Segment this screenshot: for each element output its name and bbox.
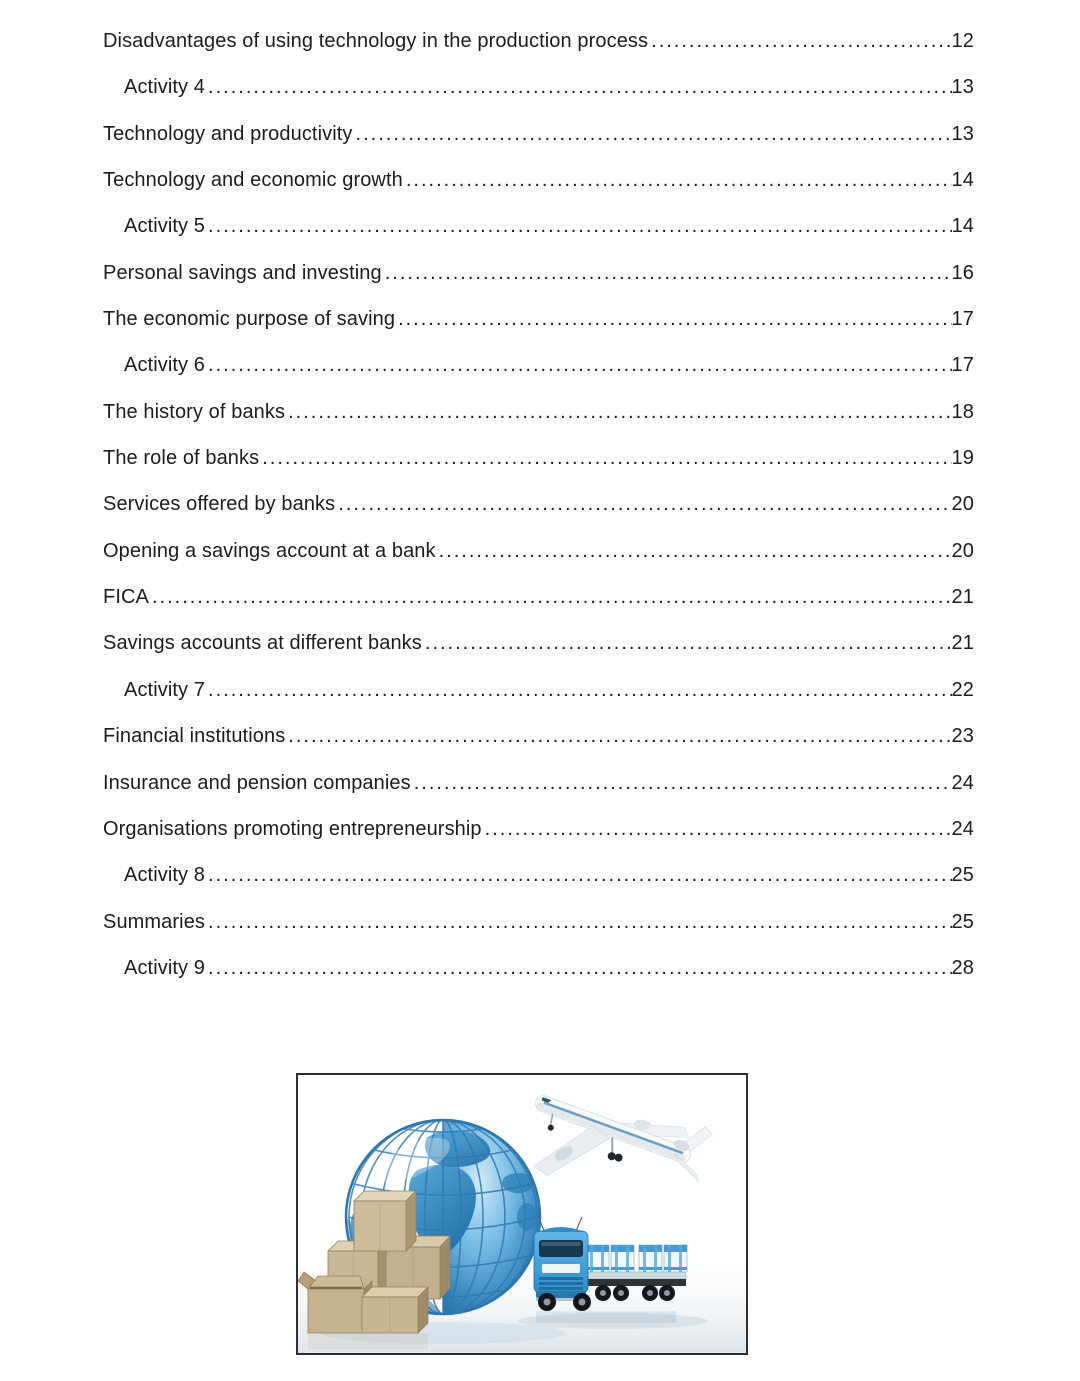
toc-entry-page-number: 13	[951, 122, 974, 145]
toc-entry-label: Opening a savings account at a bank	[103, 539, 436, 562]
toc-leader-dots	[411, 760, 952, 806]
toc-entry[interactable]	[103, 342, 974, 388]
toc-entry[interactable]	[103, 64, 974, 110]
toc-entry-page-number: 16	[951, 261, 974, 284]
toc-entry-label: Technology and productivity	[103, 122, 353, 145]
toc-entry[interactable]	[103, 250, 974, 296]
toc-entry-page-number: 24	[951, 771, 974, 794]
box	[362, 1287, 428, 1333]
toc-entry-page-number: 22	[951, 678, 974, 701]
toc-entry-label: Activity 6	[124, 354, 206, 377]
toc-entry-label: Financial institutions	[103, 725, 286, 748]
toc-entry-page-number: 17	[951, 308, 974, 331]
toc-entry-label: The history of banks	[103, 400, 286, 423]
toc-entry-page-number: 21	[951, 586, 974, 609]
toc-entry-label: Summaries	[103, 910, 206, 933]
toc-leader-dots	[422, 620, 952, 666]
toc-leader-dots	[353, 111, 952, 157]
toc-entry-page-number: 25	[951, 864, 974, 887]
toc-leader-dots	[205, 667, 952, 713]
toc-entry[interactable]	[103, 713, 974, 759]
toc-entry[interactable]	[103, 945, 974, 991]
toc-leader-dots	[395, 296, 951, 342]
toc-leader-dots	[205, 945, 952, 991]
toc-entry-label: Disadvantages of using technology in the production process	[103, 30, 649, 52]
box	[354, 1191, 416, 1251]
toc-entry[interactable]	[103, 852, 974, 898]
toc-entry-label: The role of banks	[103, 447, 260, 470]
toc-leader-dots	[205, 342, 952, 388]
toc-entry-page-number: 21	[951, 632, 974, 655]
toc-entry-page-number: 28	[951, 956, 974, 979]
toc-entry[interactable]	[103, 806, 974, 852]
open-box	[298, 1272, 372, 1333]
toc-entry[interactable]	[103, 481, 974, 527]
toc-entry[interactable]	[103, 620, 974, 666]
toc-entry-page-number: 12	[951, 30, 974, 52]
toc-entry-page-number: 13	[951, 76, 974, 99]
toc-entry[interactable]	[103, 157, 974, 203]
toc-entry-label: Activity 7	[124, 678, 206, 701]
toc-leader-dots	[382, 250, 952, 296]
toc-entry[interactable]	[103, 528, 974, 574]
toc-entry-label: Activity 4	[124, 76, 206, 99]
toc-entry[interactable]	[103, 203, 974, 249]
toc-entry-page-number: 24	[951, 817, 974, 840]
toc-entry-page-number: 20	[951, 539, 974, 562]
toc-entry[interactable]	[103, 296, 974, 342]
toc-leader-dots	[403, 157, 952, 203]
toc-entry-page-number: 14	[951, 169, 974, 192]
toc-entry-label: Activity 9	[124, 956, 206, 979]
toc-entry-label: Activity 8	[124, 864, 206, 887]
toc-entry[interactable]	[103, 111, 974, 157]
toc-leader-dots	[205, 852, 952, 898]
toc-entry[interactable]	[103, 899, 974, 945]
toc-entry-page-number: 25	[951, 910, 974, 933]
toc-entry-page-number: 14	[951, 215, 974, 238]
toc-leader-dots	[259, 435, 951, 481]
toc-entry-label: FICA	[103, 586, 149, 609]
toc-leader-dots	[335, 481, 951, 527]
toc-leader-dots	[205, 64, 952, 110]
logistics-illustration-graphic	[298, 1075, 746, 1353]
toc-leader-dots	[285, 713, 951, 759]
toc-entry-label: The economic purpose of saving	[103, 308, 396, 331]
toc-entry-page-number: 18	[951, 400, 974, 423]
toc-leader-dots	[285, 389, 951, 435]
toc-entry-label: Services offered by banks	[103, 493, 336, 516]
toc-entry[interactable]	[103, 389, 974, 435]
toc-entry-label: Savings accounts at different banks	[103, 632, 422, 655]
toc-entry-label: Technology and economic growth	[103, 169, 403, 192]
toc-leader-dots	[149, 574, 952, 620]
logistics-illustration	[296, 1073, 748, 1355]
toc-entry-page-number: 19	[951, 447, 974, 470]
toc-leader-dots	[436, 528, 952, 574]
toc-entry[interactable]	[103, 435, 974, 481]
toc-leader-dots	[205, 203, 952, 249]
toc-entry-label: Activity 5	[124, 215, 206, 238]
toc-leader-dots	[648, 18, 951, 64]
toc-leader-dots	[205, 899, 952, 945]
toc-entry-page-number: 20	[951, 493, 974, 516]
toc-entry[interactable]	[103, 18, 974, 64]
toc-entry[interactable]	[103, 760, 974, 806]
toc-entry-page-number: 17	[951, 354, 974, 377]
toc-entry-label: Organisations promoting entrepreneurship	[103, 817, 482, 840]
toc-entry-page-number: 23	[951, 725, 974, 748]
toc-leader-dots	[482, 806, 952, 852]
toc-entry[interactable]	[103, 667, 974, 713]
toc-entry-label: Personal savings and investing	[103, 261, 382, 284]
toc-entry-label: Insurance and pension companies	[103, 771, 411, 794]
toc-entry[interactable]	[103, 574, 974, 620]
